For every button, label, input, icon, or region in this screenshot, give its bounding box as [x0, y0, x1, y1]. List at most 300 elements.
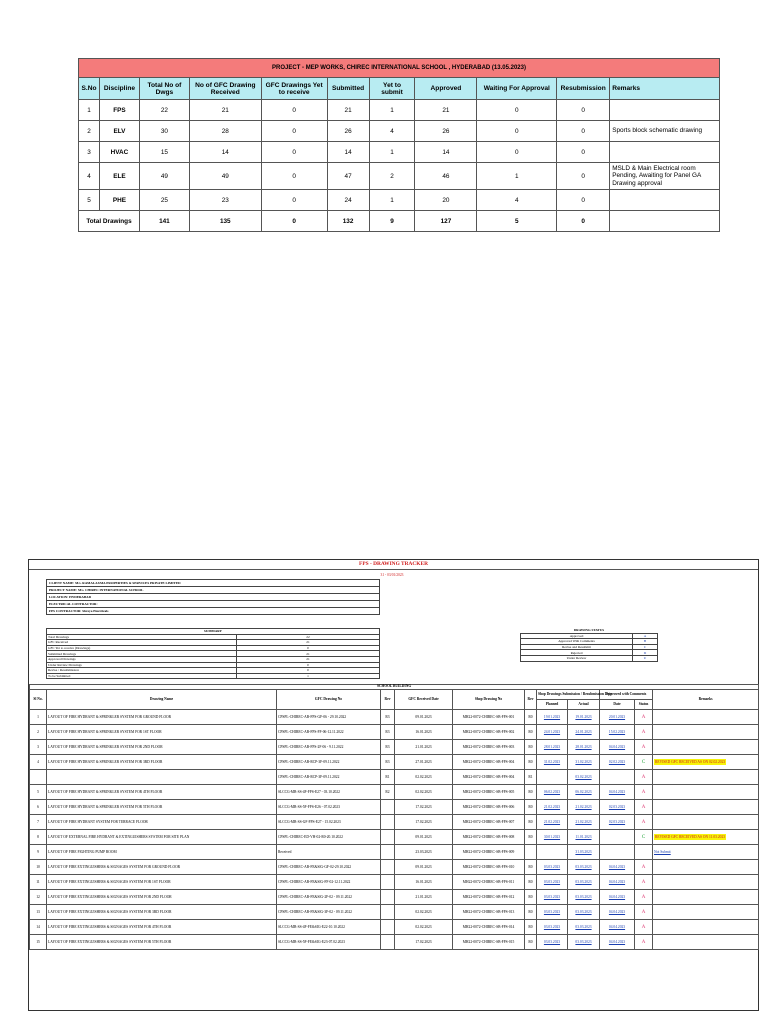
tracker-date: 31 - 03/01/2023: [380, 573, 404, 577]
drawing-status-legend: [520, 628, 658, 662]
status-caption: DRAWING STATUS: [573, 628, 605, 633]
status-code: U: [633, 655, 658, 661]
col-approved: Approved with Comments: [600, 690, 653, 700]
table-row: [30, 905, 759, 920]
header-discipline: Discipline: [99, 78, 139, 100]
cell-slno: 14: [30, 920, 47, 935]
col-shop-no: Shop Drawing No: [453, 690, 525, 710]
cell-status: A: [635, 770, 653, 785]
cell-yet-submit: 1: [369, 142, 415, 163]
cell-gfc-date: 02.02.2023: [395, 785, 453, 800]
status-legend-row: [521, 655, 658, 661]
cell-rev: R3: [381, 725, 395, 740]
header-total-dwgs: Total No of Dwgs: [139, 78, 189, 100]
cell-status: A: [635, 740, 653, 755]
cell-shop-no: MH22-0072-CHIREC-SB-FPS-013: [453, 905, 525, 920]
cell-shop-rev: R0: [525, 860, 537, 875]
cell-planned: 21.02.2023: [537, 800, 568, 815]
cell-gfc-no: SLCCG-MB-SS-4F-FPS-E27 - 03.10.2022: [277, 785, 381, 800]
header-yet-submit: Yet to submit: [369, 78, 415, 100]
table-row: [30, 845, 759, 860]
cell-drawing-name: LAYOUT OF FIRE EXTINGUISHERS & SIGNAGES SYSTEM FOR 5TH FLOOR: [47, 935, 277, 950]
cell-actual: 03.03.2023: [568, 920, 600, 935]
cell-rev: [381, 920, 395, 935]
cell-approved: 21: [415, 100, 477, 121]
cell-submitted: 26: [327, 121, 369, 142]
status-code: A: [633, 633, 658, 639]
header-approved: Approved: [415, 78, 477, 100]
cell-shop-rev: R0: [525, 875, 537, 890]
total-approved: 127: [415, 211, 477, 232]
header-gfc-received: No of GFC Drawing Received: [189, 78, 261, 100]
cell-rev: [381, 815, 395, 830]
status-label: Approved: [521, 633, 633, 639]
cell-rev: R3: [381, 740, 395, 755]
cell-gfc-no: CPSPL-CHIREC-AB-RCP-3F-09.11.2022: [277, 755, 381, 770]
summary-row: [79, 121, 720, 142]
cell-slno: 15: [30, 935, 47, 950]
tracker-title: FPS - DRAWING TRACKER: [359, 561, 428, 567]
cell-actual: 03.03.2023: [568, 890, 600, 905]
info-fps-contractor: FPS CONTRACTOR: Shreya Electricals: [47, 608, 380, 615]
cell-shop-no: MH22-0072-CHIREC-SB-FPS-011: [453, 875, 525, 890]
status-code: D: [633, 650, 658, 656]
summary-body: [79, 100, 720, 211]
cell-gfc-yet: 0: [261, 121, 327, 142]
cell-shop-rev: R1: [525, 770, 537, 785]
summary-title: PROJECT - MEP WORKS, CHIREC INTERNATIONAL SCHOOL , HYDERABAD (13.05.2023): [79, 59, 720, 78]
cell-actual: 03.03.2023: [568, 875, 600, 890]
revised-remark-highlight: REVISED GFC RECEIVED AS ON 02.02.2023: [655, 760, 726, 764]
divider: [29, 569, 758, 570]
summary-item-label: GFC Received: [47, 640, 237, 646]
cell-gfc-yet: 0: [261, 163, 327, 190]
cell-remarks: [610, 100, 720, 121]
table-row: [30, 770, 759, 785]
summary-item-label: Submitted Drawings: [47, 651, 237, 657]
cell-remarks: MSLD & Main Electrical room Pending, Awaiting for Panel GA Drawing approval: [610, 163, 720, 190]
summary-title-row: [79, 59, 720, 78]
table-row: [30, 800, 759, 815]
cell-remarks: [653, 815, 759, 830]
cell-remarks: [610, 190, 720, 211]
cell-gfc-date: 16.01.2023: [395, 725, 453, 740]
cell-gfc-received: 23: [189, 190, 261, 211]
summary-item-value: 22: [237, 634, 380, 640]
header-resubmission: Resubmission: [557, 78, 610, 100]
table-row: [30, 725, 759, 740]
cell-gfc-date: 17.02.2023: [395, 800, 453, 815]
total-label: Total Drawings: [79, 211, 140, 232]
cell-slno: 2: [30, 725, 47, 740]
cell-shop-no: MH22-0072-CHIREC-SB-FPS-003: [453, 740, 525, 755]
mep-summary-table: [78, 58, 720, 232]
cell-planned: 19.01.2023: [537, 710, 568, 725]
cell-drawing-name: LAYOUT OF FIRE EXTINGUISHERS & SIGNAGES SYSTEM FOR 1ST FLOOR: [47, 875, 277, 890]
cell-actual: 28.01.2023: [568, 740, 600, 755]
cell-actual: 24.01.2023: [568, 725, 600, 740]
cell-rev: R3: [381, 755, 395, 770]
cell-shop-rev: R0: [525, 920, 537, 935]
header-waiting: Waiting For Approval: [477, 78, 557, 100]
summary-item-value: 0: [237, 662, 380, 668]
tracker-body: [30, 710, 759, 950]
status-label: Rejected: [521, 650, 633, 656]
cell-date: 04.04.2023: [600, 740, 635, 755]
cell-drawing-name: LAYOUT OF FIRE HYDRANT SYSTEM FOR TERRACE FLOOR: [47, 815, 277, 830]
cell-discipline: ELV: [99, 121, 139, 142]
cell-status: C: [635, 755, 653, 770]
cell-date: 04.04.2023: [600, 785, 635, 800]
cell-rev: [381, 935, 395, 950]
cell-gfc-date: 23.03.2023: [395, 845, 453, 860]
cell-shop-no: MH22-0072-CHIREC-SB-FPS-008: [453, 830, 525, 845]
cell-remarks: [653, 800, 759, 815]
cell-shop-rev: R0: [525, 890, 537, 905]
cell-total-dwgs: 15: [139, 142, 189, 163]
summary-item-value: 0: [237, 668, 380, 674]
cell-gfc-no: CPSPL-CHIREC-AB-FPS-FF-06-12.11.2022: [277, 725, 381, 740]
table-row: [30, 785, 759, 800]
col-shop-rev: Rev: [525, 690, 537, 710]
cell-slno: 6: [30, 800, 47, 815]
cell-planned: 03.03.2023: [537, 905, 568, 920]
cell-sno: 5: [79, 190, 100, 211]
cell-approved: 14: [415, 142, 477, 163]
cell-sno: 4: [79, 163, 100, 190]
status-label: Revise and Resubmit: [521, 644, 633, 650]
cell-gfc-received: 28: [189, 121, 261, 142]
cell-shop-no: MH22-0072-CHIREC-SB-FPS-014: [453, 920, 525, 935]
summary-row: [79, 142, 720, 163]
cell-gfc-date: 17.02.2023: [395, 815, 453, 830]
cell-gfc-date: 09.01.2023: [395, 860, 453, 875]
col-remarks: Remarks: [653, 690, 759, 710]
cell-status: A: [635, 890, 653, 905]
cell-drawing-name: LAYOUT OF FIRE EXTINGUISHERS & SIGNAGES SYSTEM FOR GROUND FLOOR: [47, 860, 277, 875]
cell-date: 15.02.2023: [600, 725, 635, 740]
cell-drawing-name: LAYOUT OF FIRE HYDRANT & SPRINKLER SYSTEM FOR 4TH FLOOR: [47, 785, 277, 800]
cell-gfc-date: 02.02.2023: [395, 905, 453, 920]
cell-shop-rev: R0: [525, 800, 537, 815]
cell-resubmission: 0: [557, 100, 610, 121]
cell-drawing-name: LAYOUT OF EXTERNAL FIRE HYDRANT & EXTINGUISHERS SYSTEM FOR SITE PLAN: [47, 830, 277, 845]
summary-total-row: [79, 211, 720, 232]
cell-discipline: FPS: [99, 100, 139, 121]
cell-gfc-no: CPSPL-CHIREC-AB-FPS-GF-06 - 29.10.2022: [277, 710, 381, 725]
cell-remarks: [653, 710, 759, 725]
summary-row: [79, 163, 720, 190]
cell-shop-no: MH22-0072-CHIREC-SB-FPS-001: [453, 710, 525, 725]
cell-drawing-name: LAYOUT OF FIRE HYDRANT & SPRINKLER SYSTEM FOR GROUND FLOOR: [47, 710, 277, 725]
cell-date: [600, 770, 635, 785]
cell-actual: 06.02.2023: [568, 785, 600, 800]
table-row: [30, 920, 759, 935]
cell-remarks: [653, 785, 759, 800]
cell-status: A: [635, 920, 653, 935]
cell-resubmission: 0: [557, 142, 610, 163]
cell-shop-no: MH22-0072-CHIREC-SB-FPS-006: [453, 800, 525, 815]
cell-status: A: [635, 800, 653, 815]
cell-shop-rev: R0: [525, 785, 537, 800]
cell-shop-no: MH22-0072-CHIREC-SB-FPS-005: [453, 785, 525, 800]
cell-shop-rev: [525, 845, 537, 860]
cell-remarks: [653, 875, 759, 890]
header-sno: S.No: [79, 78, 100, 100]
cell-drawing-name: LAYOUT OF FIRE HYDRANT & SPRINKLER SYSTEM FOR 2ND FLOOR: [47, 740, 277, 755]
cell-drawing-name: LAYOUT OF FIRE HYDRANT & SPRINKLER SYSTEM FOR 5TH FLOOR: [47, 800, 277, 815]
col-planned: Planned: [537, 700, 568, 710]
cell-resubmission: 0: [557, 163, 610, 190]
cell-planned: 06.02.2023: [537, 785, 568, 800]
cell-planned: 03.03.2023: [537, 875, 568, 890]
cell-slno: 7: [30, 815, 47, 830]
cell-actual: 03.03.2023: [568, 860, 600, 875]
cell-status: C: [635, 830, 653, 845]
summary-item-label: To be Submitted: [47, 673, 237, 679]
cell-planned: 03.03.2023: [537, 890, 568, 905]
info-location: LOCATION: HYDERABAD: [47, 594, 380, 601]
cell-status: [635, 845, 653, 860]
cell-slno: [30, 770, 47, 785]
cell-gfc-no: CPSPL-CHIREC-AB-FE&SIG-3F-02 - 09.11.2022: [277, 905, 381, 920]
cell-shop-rev: R0: [525, 935, 537, 950]
cell-gfc-no: SLCCG-MB-SS-GF-FPS-E27 - 15.02.2023: [277, 815, 381, 830]
cell-slno: 10: [30, 860, 47, 875]
header-submitted: Submitted: [327, 78, 369, 100]
header-gfc-yet: GFC Drawings Yet to receive: [261, 78, 327, 100]
cell-drawing-name: [47, 770, 277, 785]
cell-slno: 1: [30, 710, 47, 725]
summary-header-row: [79, 78, 720, 100]
cell-date: 02.02.2023: [600, 755, 635, 770]
cell-yet-submit: 2: [369, 163, 415, 190]
cell-rev: R3: [381, 710, 395, 725]
cell-slno: 9: [30, 845, 47, 860]
cell-gfc-received: 21: [189, 100, 261, 121]
tracker-summary-table: [46, 628, 380, 679]
cell-yet-submit: 1: [369, 190, 415, 211]
cell-rev: [381, 830, 395, 845]
cell-slno: 13: [30, 905, 47, 920]
total-yet-submit: 9: [369, 211, 415, 232]
cell-date: 02.03.2023: [600, 800, 635, 815]
cell-rev: [381, 890, 395, 905]
table-row: [30, 875, 759, 890]
cell-planned: 31.02.2023: [537, 755, 568, 770]
cell-slno: 3: [30, 740, 47, 755]
cell-gfc-no: SLCCG-MB-SS-5F-FE&SIG-E23-07.02.2023: [277, 935, 381, 950]
cell-status: A: [635, 710, 653, 725]
cell-actual: 21.02.2023: [568, 815, 600, 830]
cell-gfc-date: 27.01.2023: [395, 755, 453, 770]
summary-item-value: 21: [237, 656, 380, 662]
cell-gfc-received: 49: [189, 163, 261, 190]
cell-shop-no: MH22-0072-CHIREC-SB-FPS-002: [453, 725, 525, 740]
col-actual: Actual: [568, 700, 600, 710]
cell-gfc-no: SLCCG-MB-SS-5F-FPS-E26 - 07.02.2023: [277, 800, 381, 815]
cell-shop-rev: R0: [525, 815, 537, 830]
cell-gfc-date: 16.01.2023: [395, 875, 453, 890]
summary-item-label: Under Review Drawings: [47, 662, 237, 668]
cell-shop-no: MH22-0072-CHIREC-SB-FPS-004: [453, 755, 525, 770]
cell-remarks: Sports block schematic drawing: [610, 121, 720, 142]
cell-remarks: [653, 830, 759, 845]
summary-row: [79, 100, 720, 121]
cell-gfc-date: 21.01.2023: [395, 890, 453, 905]
col-drawing-name: Drawing Name: [47, 690, 277, 710]
cell-slno: 4: [30, 755, 47, 770]
cell-gfc-date: 09.01.2023: [395, 830, 453, 845]
cell-shop-no: MH22-0072-CHIREC-SB-FPS-004: [453, 770, 525, 785]
cell-remarks: [653, 770, 759, 785]
cell-status: A: [635, 725, 653, 740]
summary-row: [79, 190, 720, 211]
cell-slno: 8: [30, 830, 47, 845]
cell-rev: R2: [381, 785, 395, 800]
cell-planned: 28.01.2023: [537, 740, 568, 755]
cell-gfc-date: 02.02.2023: [395, 770, 453, 785]
cell-planned: 30.01.2023: [537, 830, 568, 845]
cell-approved: 20: [415, 190, 477, 211]
cell-rev: [381, 875, 395, 890]
cell-actual: 03.03.2023: [568, 905, 600, 920]
cell-remarks: [653, 890, 759, 905]
table-row: [30, 830, 759, 845]
col-date: Date: [600, 700, 635, 710]
cell-status: A: [635, 875, 653, 890]
col-gfc-no: GFC Drawing No: [277, 690, 381, 710]
cell-waiting: 0: [477, 100, 557, 121]
cell-drawing-name: LAYOUT OF FIRE HYDRANT & SPRINKLER SYSTEM FOR 1ST FLOOR: [47, 725, 277, 740]
cell-gfc-yet: 0: [261, 190, 327, 211]
table-row: [30, 755, 759, 770]
cell-date: 20.01.2023: [600, 710, 635, 725]
status-legend-body: [521, 633, 658, 661]
summary-item-value: 0: [237, 645, 380, 651]
cell-drawing-name: LAYOUT OF FIRE EXTINGUISHERS & SIGNAGES SYSTEM FOR 3RD FLOOR: [47, 905, 277, 920]
project-info-box: [46, 579, 380, 615]
cell-actual: 11.01.2023: [568, 830, 600, 845]
cell-actual: 31.02.2023: [568, 755, 600, 770]
cell-gfc-no: CPSPL-CHIREC-ED-VH-02-R0-20.10.2022: [277, 830, 381, 845]
header-remarks: Remarks: [610, 78, 720, 100]
cell-actual: 21.02.2023: [568, 800, 600, 815]
cell-gfc-no: CPSPL-CHIREC-AB-FE&SIG-2F-02 - 09.11.2022: [277, 890, 381, 905]
cell-waiting: 0: [477, 121, 557, 142]
cell-actual: 19.01.2023: [568, 710, 600, 725]
cell-status: A: [635, 785, 653, 800]
cell-submitted: 14: [327, 142, 369, 163]
cell-shop-rev: R0: [525, 740, 537, 755]
cell-shop-rev: R0: [525, 905, 537, 920]
cell-slno: 12: [30, 890, 47, 905]
cell-remarks: [610, 142, 720, 163]
cell-date: 04.04.2023: [600, 935, 635, 950]
cell-resubmission: 0: [557, 121, 610, 142]
cell-shop-no: MH22-0072-CHIREC-SB-FPS-009: [453, 845, 525, 860]
col-submission: Shop Drawings Submission / Resubmission Date: [537, 690, 600, 700]
table-row: [30, 815, 759, 830]
cell-planned: 24.01.2023: [537, 725, 568, 740]
col-slno: Sl No.: [30, 690, 47, 710]
cell-date: 04.04.2023: [600, 920, 635, 935]
cell-gfc-date: 17.02.2023: [395, 935, 453, 950]
cell-gfc-yet: 0: [261, 142, 327, 163]
cell-rev: [381, 800, 395, 815]
cell-remarks: [653, 905, 759, 920]
cell-waiting: 0: [477, 142, 557, 163]
cell-gfc-date: 02.02.2023: [395, 920, 453, 935]
cell-shop-rev: R0: [525, 710, 537, 725]
cell-status: A: [635, 860, 653, 875]
total-gfc-yet: 0: [261, 211, 327, 232]
summary-item-value: 21: [237, 640, 380, 646]
cell-sno: 2: [79, 121, 100, 142]
cell-shop-no: MH22-0072-CHIREC-SB-FPS-012: [453, 890, 525, 905]
cell-planned: 21.02.2023: [537, 815, 568, 830]
cell-remarks: [653, 920, 759, 935]
cell-gfc-no: CPSPL-CHIREC-AB-FPS-2F-06 - 9.11.2022: [277, 740, 381, 755]
total-gfc-received: 135: [189, 211, 261, 232]
cell-remarks: [653, 935, 759, 950]
cell-date: 04.04.2023: [600, 890, 635, 905]
cell-shop-rev: R0: [525, 830, 537, 845]
cell-discipline: ELE: [99, 163, 139, 190]
cell-yet-submit: 4: [369, 121, 415, 142]
status-code: B: [633, 639, 658, 645]
summary-item-label: Total Drawings: [47, 634, 237, 640]
cell-shop-no: MH22-0072-CHIREC-SB-FPS-015: [453, 935, 525, 950]
cell-shop-rev: R0: [525, 755, 537, 770]
cell-slno: 5: [30, 785, 47, 800]
cell-actual: 03.03.2023: [568, 935, 600, 950]
cell-rev: [381, 860, 395, 875]
table-row: [30, 935, 759, 950]
cell-date: [600, 830, 635, 845]
cell-drawing-name: LAYOUT OF FIRE EXTINGUISHERS & SIGNAGES SYSTEM FOR 4TH FLOOR: [47, 920, 277, 935]
cell-waiting: 4: [477, 190, 557, 211]
cell-shop-no: MH22-0072-CHIREC-SB-FPS-007: [453, 815, 525, 830]
status-label: Under Review: [521, 655, 633, 661]
cell-drawing-name: LAYOUT OF FIRE EXTINGUISHERS & SIGNAGES SYSTEM FOR 2ND FLOOR: [47, 890, 277, 905]
cell-submitted: 21: [327, 100, 369, 121]
cell-rev: R1: [381, 770, 395, 785]
cell-gfc-no: SLCCG-MB-SS-4F-FE&SIG-E22-10.10.2022: [277, 920, 381, 935]
cell-rev: [381, 905, 395, 920]
table-row: [30, 860, 759, 875]
fps-drawing-tracker-sheet: [28, 559, 759, 1011]
cell-actual: 03.02.2023: [568, 770, 600, 785]
cell-approved: 46: [415, 163, 477, 190]
cell-gfc-no: CPSPL-CHIREC-AB-FE&SIG-GF-02-29.10.2022: [277, 860, 381, 875]
cell-date: 04.04.2023: [600, 860, 635, 875]
table-row: [30, 890, 759, 905]
cell-date: 04.04.2023: [600, 875, 635, 890]
cell-yet-submit: 1: [369, 100, 415, 121]
cell-rev: [381, 845, 395, 860]
cell-gfc-no: CPSPL-CHIREC-AB-RCP-3F-09.11.2022: [277, 770, 381, 785]
drawing-tracker-table: [29, 684, 759, 950]
cell-drawing-name: LAYOUT OF FIRE HYDRANT & SPRINKLER SYSTEM FOR 3RD FLOOR: [47, 755, 277, 770]
cell-drawing-name: LAYOUT OF FIRE FIGHTING PUMP ROOM: [47, 845, 277, 860]
table-row: [30, 710, 759, 725]
revised-remark-highlight: REVISED GFC RECEIVED AS ON 11.03.2023: [655, 835, 726, 839]
cell-remarks: Not Submit: [653, 845, 759, 860]
cell-total-dwgs: 49: [139, 163, 189, 190]
summary-item-value: 1: [237, 673, 380, 679]
status-code: C: [633, 644, 658, 650]
